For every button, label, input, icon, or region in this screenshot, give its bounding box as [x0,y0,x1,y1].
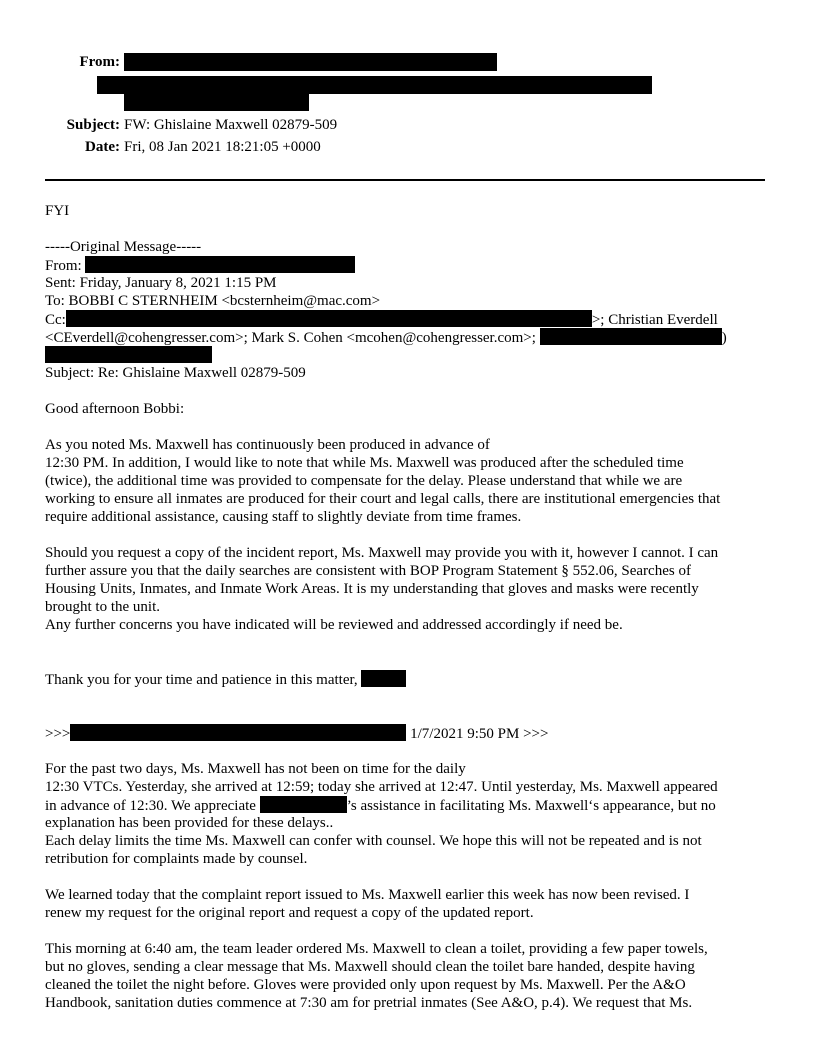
paragraph2-line4: brought to the unit. [45,599,160,615]
redaction-from-address-line2 [97,76,652,94]
thanks-line [45,670,406,689]
redaction-cc-recipients [66,310,592,327]
from-label: From: [79,54,120,70]
paragraph1-line2: 12:30 PM. In addition, I would like to note that while Ms. Maxwell was produced after the scheduled time [45,455,684,471]
paragraph4-line1: We learned today that the complaint report issued to Ms. Maxwell earlier this week has now been revised. I [45,887,690,903]
paragraph3-line3a: in advance of 12:30. We appreciate [45,798,256,814]
redaction-signature [361,670,406,687]
paragraph2-line1: Should you request a copy of the incident report, Ms. Maxwell may provide you with it, however I cannot. I can [45,545,719,561]
subject-value: FW: Ghislaine Maxwell 02879-509 [124,117,338,133]
paragraph1-line3: (twice), the additional time was provided to compensate for the delay. Please understand that while we are [45,473,683,489]
quote-prefix: >>> [45,726,71,742]
original-message-marker: -----Original Message----- [45,239,202,255]
redaction-cc-recipient-3 [45,346,212,363]
original-cc-label: Cc: [45,312,66,328]
redaction-staff-name [260,796,347,813]
redaction-from-address-line3 [124,94,309,111]
paragraph3-line2: 12:30 VTCs. Yesterday, she arrived at 12:59; today she arrived at 12:47. Until yesterday, Ms. Maxwell appeared [45,779,718,795]
paragraph3-line1: For the past two days, Ms. Maxwell has not been on time for the daily [45,761,466,777]
original-cc-line1 [45,310,718,329]
paragraph5-line4: Handbook, sanitation duties commence at 7:30 am for pretrial inmates (See A&O, p.4). We request that Ms. [45,995,693,1011]
thanks-text: Thank you for your time and patience in this matter, [45,672,358,688]
paragraph1-line5: require additional assistance, causing staff to slightly deviate from time frames. [45,509,522,525]
original-cc-close: ) [721,330,727,346]
redaction-cc-recipient-2 [540,328,722,345]
quote-suffix: 1/7/2021 9:50 PM >>> [410,726,549,742]
original-cc-tail: >; Christian Everdell [591,312,718,328]
paragraph2-line3: Housing Units, Inmates, and Inmate Work Areas. It is my understanding that gloves and masks were recently [45,581,699,597]
paragraph3-line3b: ’s assistance in facilitating Ms. Maxwell‘s appearance, but no [346,798,716,814]
date-value: Fri, 08 Jan 2021 18:21:05 +0000 [124,139,321,155]
redaction-original-sender [85,256,355,273]
paragraph5-line2: but no gloves, sending a clear message that Ms. Maxwell should clean the toilet bare handed, despite having [45,959,695,975]
paragraph1-line4: working to ensure all inmates are produced for their court and legal calls, there are institutional emergencies that [45,491,721,507]
paragraph5-line1: This morning at 6:40 am, the team leader ordered Ms. Maxwell to clean a toilet, providing a few paper towels, [45,941,708,957]
paragraph3-line6: retribution for complaints made by counsel. [45,851,308,867]
paragraph2-line5: Any further concerns you have indicated will be reviewed and addressed accordingly if need be. [45,617,623,633]
original-from-label: From: [45,258,82,274]
quoted-header [45,724,548,743]
redaction-from-sender [124,53,497,71]
paragraph4-line2: renew my request for the original report and request a copy of the updated report. [45,905,534,921]
original-sent: Sent: Friday, January 8, 2021 1:15 PM [45,275,277,291]
subject-label: Subject: [66,117,120,133]
paragraph2-line2: further assure you that the daily searches are consistent with BOP Program Statement § 552.06, Searches of [45,563,691,579]
redaction-quoted-sender [70,724,406,741]
paragraph3-line4: explanation has been provided for these delays.. [45,815,334,831]
salutation: Good afternoon Bobbi: [45,401,185,417]
fyi-text: FYI [45,203,70,219]
paragraph3-line3 [45,796,716,815]
paragraph1-line1: As you noted Ms. Maxwell has continuously been produced in advance of [45,437,490,453]
header-divider [45,179,765,181]
date-label: Date: [85,139,120,155]
original-subject: Subject: Re: Ghislaine Maxwell 02879-509 [45,365,306,381]
original-to: To: BOBBI C STERNHEIM <bcsternheim@mac.com> [45,293,381,309]
paragraph3-line5: Each delay limits the time Ms. Maxwell can confer with counsel. We hope this will not be repeated and is not [45,833,702,849]
original-from [45,256,355,275]
paragraph5-line3: cleaned the toilet the night before. Gloves were provided only upon request by Ms. Maxwell. Per the A&O [45,977,686,993]
original-cc-line2 [45,328,727,347]
original-cc-line2-text: <CEverdell@cohengresser.com>; Mark S. Cohen <mcohen@cohengresser.com>; [45,330,536,346]
